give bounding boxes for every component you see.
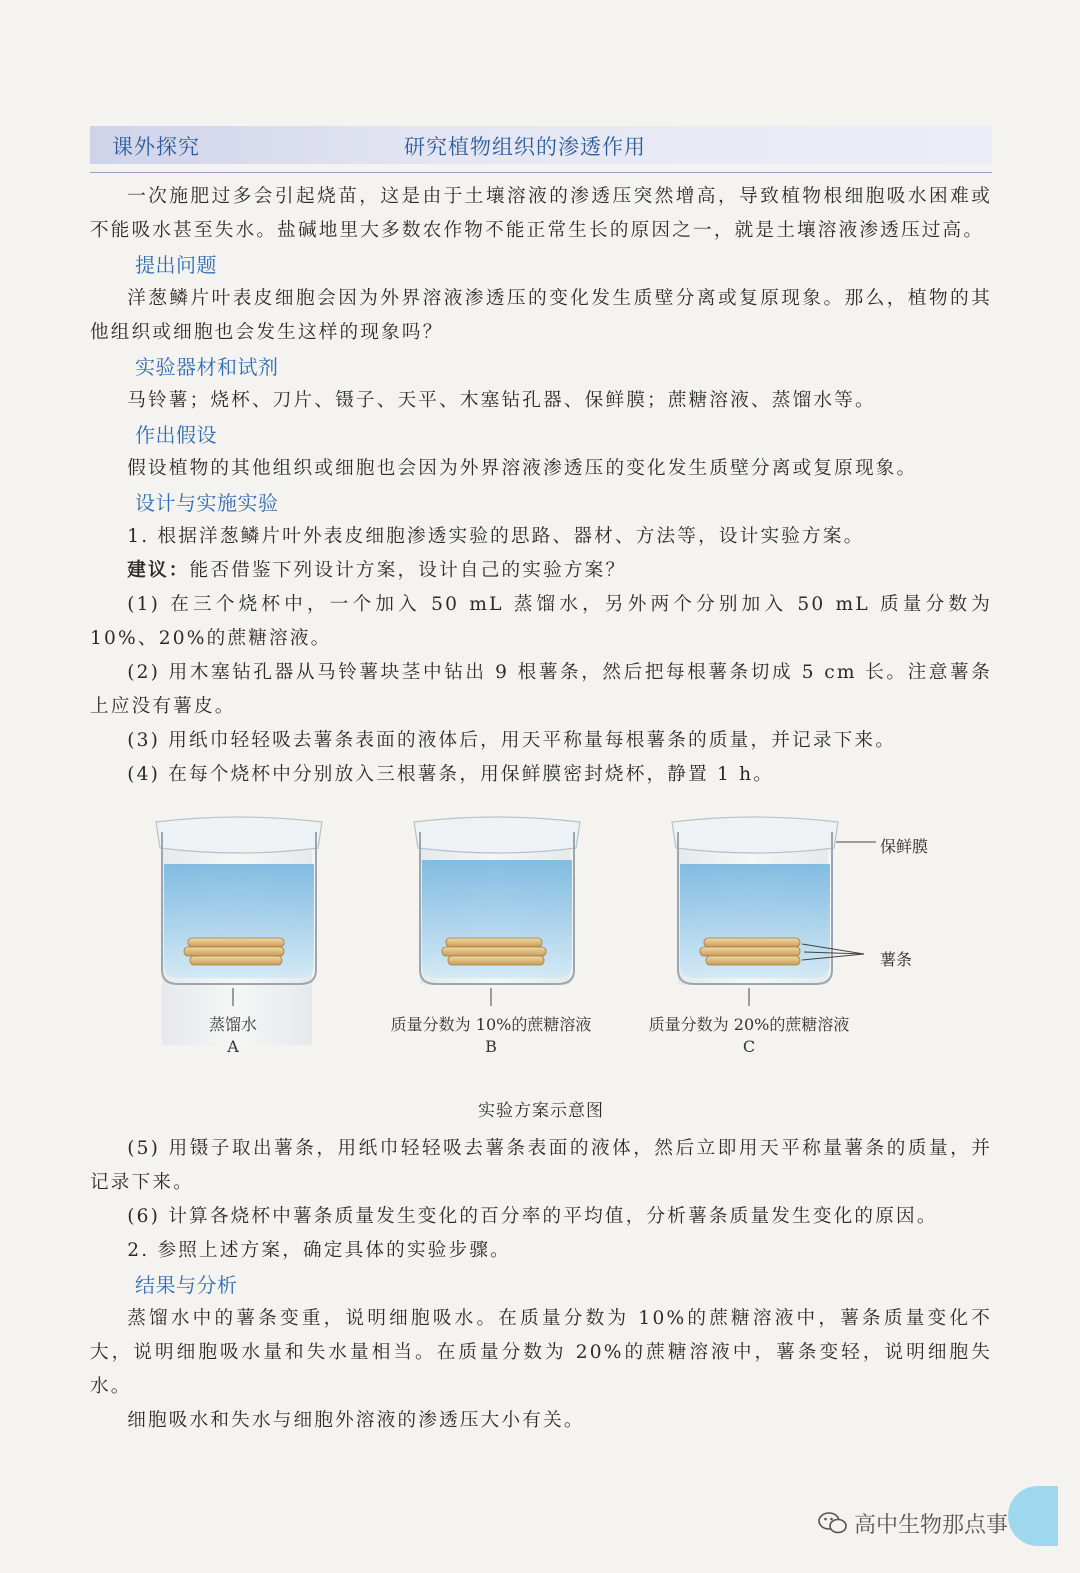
header-rule xyxy=(90,172,992,173)
procedure-step: (6) 计算各烧杯中薯条质量发生变化的百分率的平均值，分析薯条质量发生变化的原因。 xyxy=(127,1206,938,1227)
page-content xyxy=(90,180,992,1438)
result-paragraph: 蒸馏水中的薯条变重，说明细胞吸水。在质量分数为 10%的蔗糖溶液中，薯条质量变化不大，说明细胞吸水量和失水量相当。在质量分数为 20%的蔗糖溶液中，薯条变轻，说明细胞失水。 xyxy=(90,1308,992,1397)
design-step-2: 2. 参照上述方案，确定具体的实验步骤。 xyxy=(127,1240,511,1261)
result-paragraph-2: 细胞吸水和失水与细胞外溶液的渗透压大小有关。 xyxy=(127,1410,585,1431)
intro-paragraph: 一次施肥过多会引起烧苗，这是由于土壤溶液的渗透压突然增高，导致植物根细胞吸水困难或不能吸水甚至失水。盐碱地里大多数农作物不能正常生长的原因之一，就是土壤溶液渗透压过高。 xyxy=(90,186,992,241)
heading-hypothesis: 作出假设 xyxy=(135,423,217,447)
question-paragraph: 洋葱鳞片叶表皮细胞会因为外界溶液渗透压的变化发生质壁分离或复原现象。那么，植物的其他组织或细胞也会发生这样的现象吗？ xyxy=(90,288,992,343)
potato-strips xyxy=(442,938,546,965)
hypothesis-paragraph: 假设植物的其他组织或细胞也会因为外界溶液渗透压的变化发生质壁分离或复原现象。 xyxy=(127,458,918,479)
experiment-figure xyxy=(90,792,992,1132)
procedure-step: (5) 用镊子取出薯条，用纸巾轻轻吸去薯条表面的液体，然后立即用天平称量薯条的质量，并记录下来。 xyxy=(90,1138,992,1193)
beaker-b-label: 质量分数为 10%的蔗糖溶液 xyxy=(390,1015,592,1034)
beaker-b xyxy=(414,817,580,1006)
procedure-step: (2) 用木塞钻孔器从马铃薯块茎中钻出 9 根薯条，然后把每根薯条切成 5 cm 长。注意薯条上应没有薯皮。 xyxy=(90,662,992,717)
beaker-c xyxy=(672,817,876,1006)
design-step-1: 1. 根据洋葱鳞片叶外表皮细胞渗透实验的思路、器材、方法等，设计实验方案。 xyxy=(127,526,865,547)
heading-question: 提出问题 xyxy=(135,253,217,277)
figure-caption: 实验方案示意图 xyxy=(478,1101,604,1121)
beaker-c-letter: C xyxy=(742,1037,756,1056)
watermark-text: 高中生物那点事 xyxy=(854,1513,1009,1538)
materials-paragraph: 马铃薯；烧杯、刀片、镊子、天平、木塞钻孔器、保鲜膜；蔗糖溶液、蒸馏水等。 xyxy=(127,390,876,411)
potato-strips xyxy=(184,938,284,965)
beaker-a-caption xyxy=(113,1014,353,1058)
banner-title: 研究植物组织的渗透作用 xyxy=(404,135,646,159)
suggestion-label: 建议： xyxy=(127,560,190,581)
procedure-step: (3) 用纸巾轻轻吸去薯条表面的液体后，用天平称量每根薯条的质量，并记录下来。 xyxy=(127,730,897,751)
procedure-step: (4) 在每个烧杯中分别放入三根薯条，用保鲜膜密封烧杯，静置 1 h。 xyxy=(127,764,775,785)
beaker-c-caption xyxy=(629,1014,869,1058)
beaker-c-label: 质量分数为 20%的蔗糖溶液 xyxy=(648,1015,850,1034)
heading-design: 设计与实施实验 xyxy=(135,491,279,515)
strip-label: 薯条 xyxy=(880,950,913,969)
wechat-icon xyxy=(818,1511,848,1541)
heading-result: 结果与分析 xyxy=(135,1273,238,1297)
banner-section-label: 课外探究 xyxy=(112,135,200,159)
beaker-b-caption xyxy=(371,1014,611,1058)
section-banner xyxy=(90,126,992,164)
page-number-tab xyxy=(1008,1486,1058,1546)
potato-strips xyxy=(700,938,800,965)
wrap-label: 保鲜膜 xyxy=(880,837,929,856)
heading-materials: 实验器材和试剂 xyxy=(135,355,279,379)
beaker-b-letter: B xyxy=(485,1037,497,1056)
beaker-a-letter: A xyxy=(227,1037,239,1056)
watermark xyxy=(818,1508,1008,1541)
suggestion-text: 能否借鉴下列设计方案，设计自己的实验方案？ xyxy=(189,560,627,581)
suggestion-paragraph xyxy=(90,554,992,588)
beaker-a-label: 蒸馏水 xyxy=(208,1015,257,1034)
procedure-step: (1) 在三个烧杯中，一个加入 50 mL 蒸馏水，另外两个分别加入 50 mL 质量分数为 10%、20%的蔗糖溶液。 xyxy=(90,594,992,649)
